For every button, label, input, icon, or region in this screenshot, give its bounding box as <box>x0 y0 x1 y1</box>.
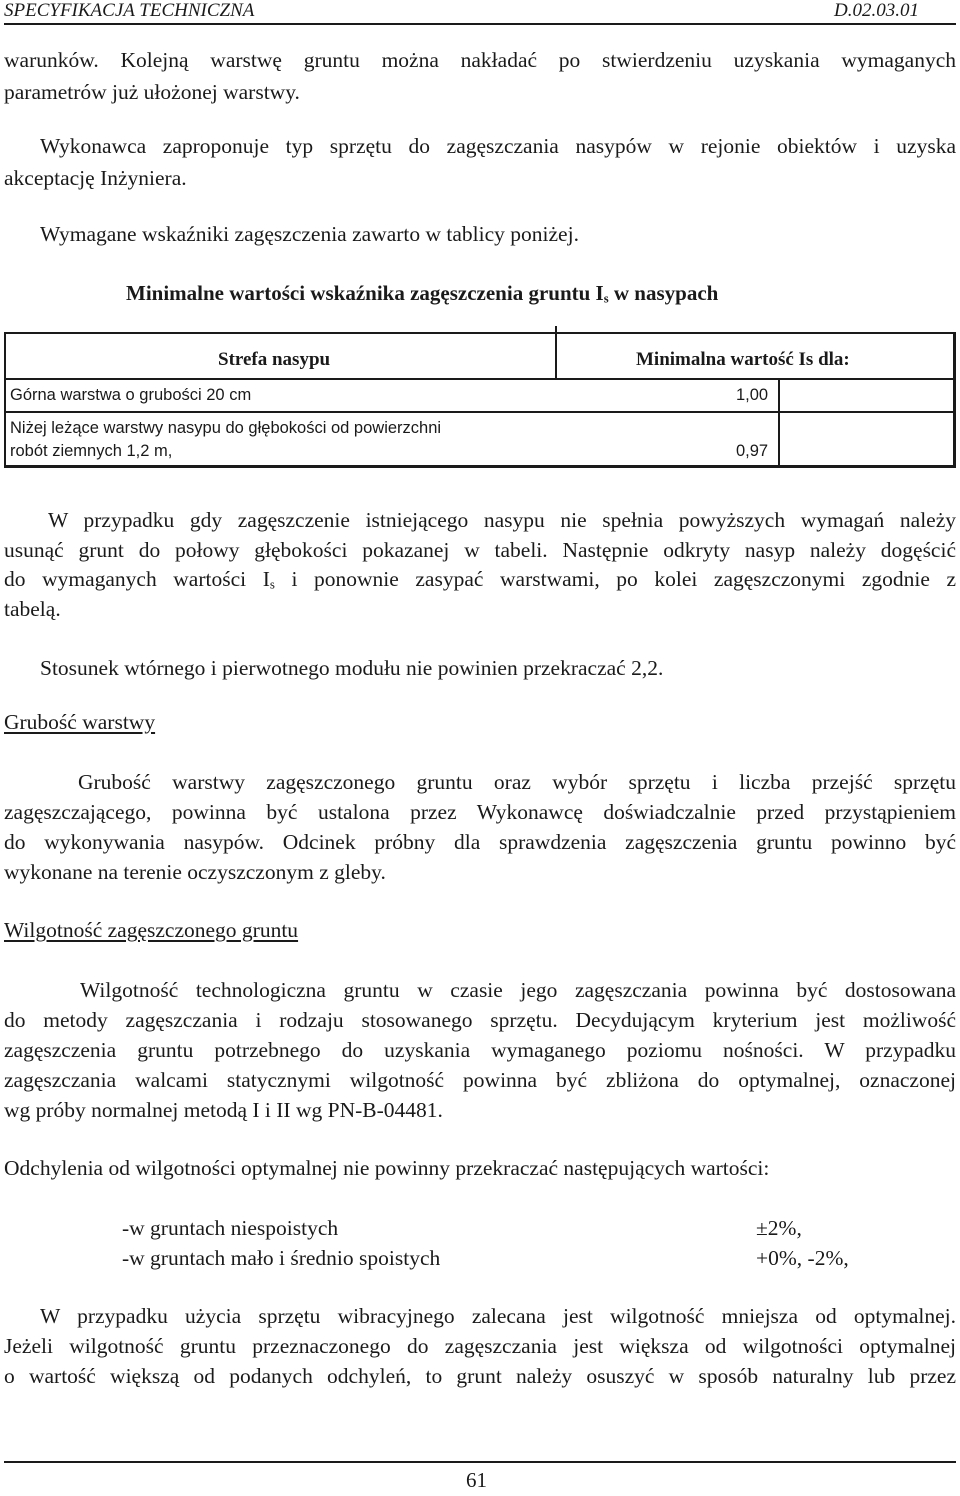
deviation-label: -w gruntach niespoistych <box>122 1216 339 1240</box>
header-title: SPECYFIKACJA TECHNICZNA <box>4 0 255 21</box>
table-header-min-value: Minimalna wartość Is dla: <box>636 349 850 370</box>
footer-divider <box>4 1461 956 1463</box>
para1-line-1: W przypadku gdy zagęszczenie istniejącego nasypu nie spełnia powyższych wymagań należy <box>48 508 956 532</box>
para3-line-2: zagęszczającego, powinna być ustalona przez Wykonawcę doświadczalnie przed przystąpieniem <box>4 800 956 824</box>
table-col-divider-top <box>555 326 557 378</box>
deviation-label: -w gruntach mało i średnio spoistych <box>122 1246 441 1270</box>
page-number: 61 <box>466 1468 487 1492</box>
para6-line-1: W przypadku użycia sprzętu wibracyjnego zalecana jest wilgotność mniejsza od optymalnej. <box>40 1304 956 1328</box>
table-cell-zone: Górna warstwa o grubości 20 cm <box>10 386 252 404</box>
para3-line-3: do wykonywania nasypów. Odcinek próbny dla sprawdzenia zagęszczenia gruntu powinno być <box>4 830 956 854</box>
table-col-divider <box>778 378 780 467</box>
table-cell-value: 1,00 <box>736 386 769 404</box>
para5: Odchylenia od wilgotności optymalnej nie powinny przekraczać następujących wartości: <box>4 1156 770 1180</box>
deviation-value: +0%, -2%, <box>756 1246 849 1270</box>
intro-line-2: parametrów już ułożonej warstwy. <box>4 80 300 104</box>
para2: Stosunek wtórnego i pierwotnego modułu nie powinien przekraczać 2,2. <box>40 656 664 680</box>
section-heading-moisture: Wilgotność zagęszczonego gruntu <box>4 918 299 942</box>
para4-line-2: do metody zagęszczania i rodzaju stosowanego sprzętu. Decydującym kryterium jest możliwość <box>4 1008 956 1032</box>
table-row-divider <box>4 411 954 413</box>
para1-line-4: tabelą. <box>4 597 61 621</box>
intro-line-5: Wymagane wskaźniki zagęszczenia zawarto w tablicy poniżej. <box>40 222 579 246</box>
header-doc-code: D.02.03.01 <box>834 0 919 21</box>
para4-line-3: zagęszczenia gruntu potrzebnego do uzyskania wymaganego poziomu nośności. W przypadku <box>4 1038 956 1062</box>
para1-line-2: usunąć grunt do połowy głębokości pokazanej w tabeli. Następnie odkryty nasyp należy dogęścić <box>4 538 956 562</box>
table-cell-zone: Niżej leżące warstwy nasypu do głębokości od powierzchni <box>10 419 442 437</box>
para3-line-1: Grubość warstwy zagęszczonego gruntu oraz wybór sprzętu i liczba przejść sprzętu <box>78 770 956 794</box>
para6-line-2: Jeżeli wilgotność gruntu przeznaczonego do zagęszczania jest większa od wilgotności optymalnej <box>4 1334 956 1358</box>
table-caption: Minimalne wartości wskaźnika zagęszczenia gruntu $I_s$ w nasypach <box>126 281 719 306</box>
table-cell-value: 0,97 <box>736 442 769 460</box>
section-heading-layer-thickness: Grubość warstwy <box>4 710 156 734</box>
table-cell-zone: robót ziemnych 1,2 m, <box>10 442 173 460</box>
para4-line-5: wg próby normalnej metodą I i II wg PN-B-04481. <box>4 1098 443 1122</box>
intro-line-3: Wykonawca zaproponuje typ sprzętu do zagęszczania nasypów w rejonie obiektów i uzyska <box>40 134 956 158</box>
intro-line-4: akceptację Inżyniera. <box>4 166 187 190</box>
para1-line-3: do wymaganych wartości $I_s$ i ponownie zasypać warstwami, po kolei zagęszczonymi zgodnie z <box>4 567 956 592</box>
intro-line-1: warunków. Kolejną warstwę gruntu można nakładać po stwierdzeniu uzyskania wymaganych <box>4 48 956 72</box>
para3-line-4: wykonane na terenie oczyszczonym z gleby. <box>4 860 386 884</box>
table-header-zone: Strefa nasypu <box>218 349 331 370</box>
para6-line-3: o wartość większą od podanych odchyleń, to grunt należy osuszyć w sposób naturalny lub przez <box>4 1364 956 1388</box>
para4-line-4: zagęszczania walcami statycznymi wilgotność powinna być zbliżona do optymalnej, oznaczonej <box>4 1068 956 1092</box>
header-divider <box>4 23 956 25</box>
table-header-divider <box>4 378 954 380</box>
para4-line-1: Wilgotność technologiczna gruntu w czasie jego zagęszczania powinna być dostosowana <box>80 978 956 1002</box>
deviation-value: ±2%, <box>756 1216 802 1240</box>
